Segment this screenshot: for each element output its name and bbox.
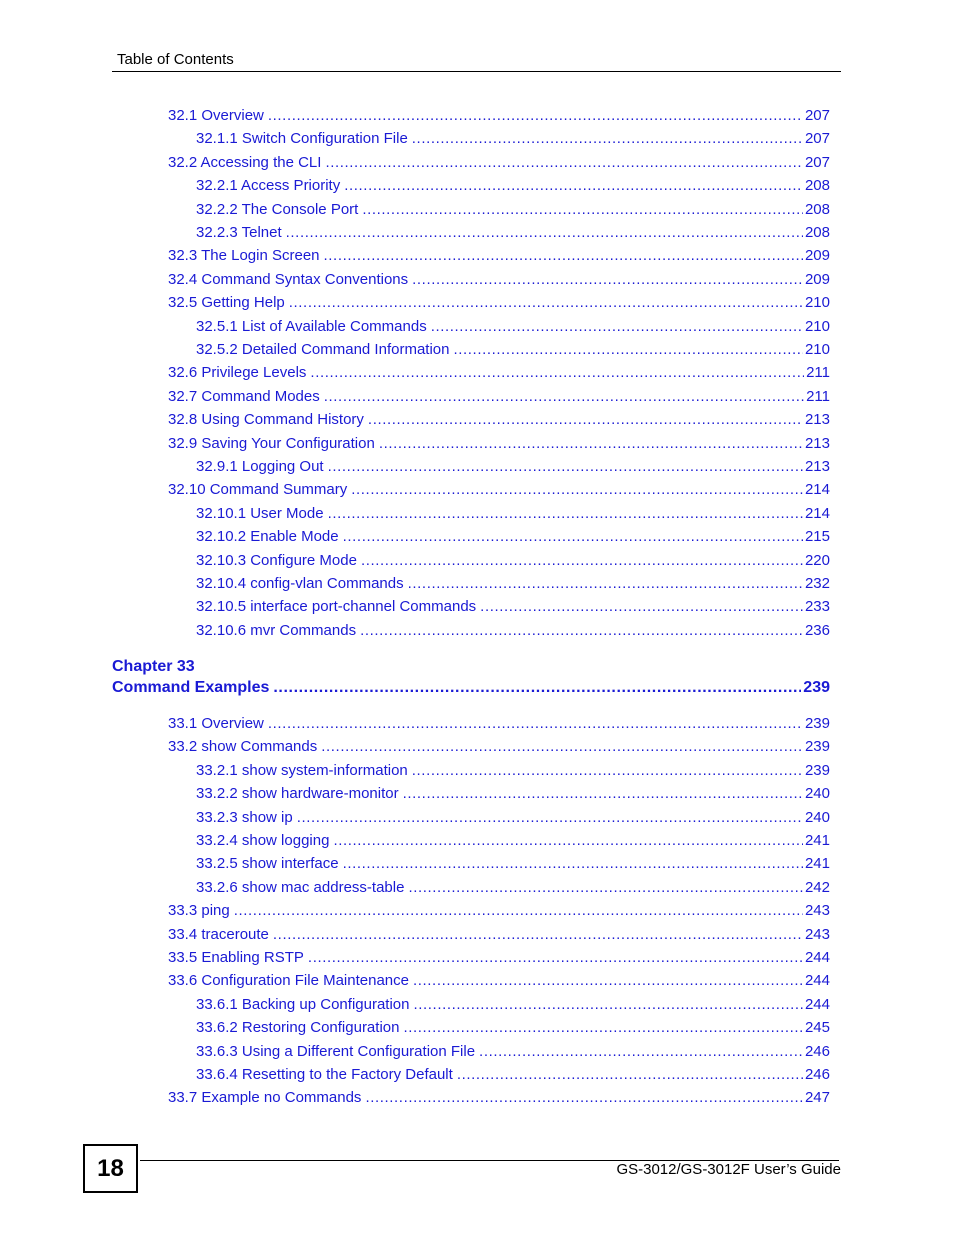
toc-entry[interactable] xyxy=(168,246,830,266)
dot-leader xyxy=(412,129,803,149)
toc-entry[interactable] xyxy=(196,1065,830,1085)
toc-entry-page-number: 211 xyxy=(806,387,830,405)
dot-leader xyxy=(273,678,801,698)
dot-leader xyxy=(328,457,803,477)
toc-entry-page-number: 243 xyxy=(804,902,830,920)
toc-entry-label: 32.9.1 Logging Out xyxy=(196,458,324,475)
toc-entry-page-number: 244 xyxy=(804,972,830,990)
dot-leader xyxy=(403,784,803,804)
toc-entry[interactable] xyxy=(196,317,830,337)
dot-leader xyxy=(310,363,804,383)
toc-entry-label: 33.6.4 Resetting to the Factory Default xyxy=(196,1066,453,1083)
toc-entry-label: 33.2 show Commands xyxy=(168,738,318,756)
toc-entry-label: 32.10.4 config-vlan Commands xyxy=(196,575,404,592)
toc-entry-page-number: 240 xyxy=(804,808,830,826)
toc-entry[interactable] xyxy=(168,293,830,313)
toc-entry[interactable] xyxy=(196,831,830,851)
toc-entry[interactable] xyxy=(168,153,830,173)
toc-entry-page-number: 246 xyxy=(804,1066,830,1083)
toc-entry-page-number: 244 xyxy=(804,949,830,966)
dot-leader xyxy=(413,971,803,991)
toc-entry-page-number: 207 xyxy=(804,153,830,171)
dot-leader xyxy=(328,504,803,524)
dot-leader xyxy=(325,153,803,173)
dot-leader xyxy=(273,925,803,945)
toc-entry-page-number: 215 xyxy=(804,528,830,546)
toc-entry-label: 32.10 Command Summary xyxy=(168,481,348,499)
toc-entry-label: 32.10.6 mvr Commands xyxy=(196,621,357,639)
toc-entry-label: 33.6.2 Restoring Configuration xyxy=(196,1019,400,1037)
toc-entry[interactable] xyxy=(168,480,830,500)
toc-entry[interactable] xyxy=(168,363,830,383)
toc-entry-page-number: 247 xyxy=(804,1089,830,1107)
toc-entry-page-number: 243 xyxy=(804,925,830,943)
dot-leader xyxy=(321,737,803,757)
dot-leader xyxy=(343,854,803,874)
toc-entry-page-number: 211 xyxy=(806,364,830,382)
toc-entry-label: 32.2.1 Access Priority xyxy=(196,177,341,195)
toc-entry-page-number: 208 xyxy=(804,200,830,218)
toc-entry-label: 32.10.1 User Mode xyxy=(196,504,324,522)
toc-entry-label: 33.4 traceroute xyxy=(168,925,269,943)
dot-leader xyxy=(408,878,803,898)
toc-entry-page-number: 207 xyxy=(804,107,830,124)
toc-entry[interactable] xyxy=(196,223,830,243)
toc-entry-page-number: 214 xyxy=(804,481,830,499)
dot-leader xyxy=(268,106,803,126)
toc-entry-page-number: 244 xyxy=(804,995,830,1013)
toc-entry-label: 33.6.1 Backing up Configuration xyxy=(196,995,410,1013)
dot-leader xyxy=(289,293,803,313)
toc-entry[interactable] xyxy=(168,1088,830,1108)
toc-entry-page-number: 239 xyxy=(804,715,830,732)
toc-entry-label: 32.5 Getting Help xyxy=(168,294,285,312)
toc-entry-page-number: 240 xyxy=(804,785,830,803)
toc-entry-page-number: 214 xyxy=(804,504,830,522)
dot-leader xyxy=(286,223,803,243)
toc-entry-page-number: 239 xyxy=(804,761,830,779)
toc-entry-label: 33.3 ping xyxy=(168,902,230,920)
toc-entry[interactable] xyxy=(196,574,830,594)
toc-entry-page-number: 210 xyxy=(804,317,830,335)
toc-entry[interactable] xyxy=(196,527,830,547)
toc-entry-page-number: 241 xyxy=(804,832,830,849)
dot-leader xyxy=(351,480,803,500)
dot-leader xyxy=(344,176,803,196)
toc-entry[interactable] xyxy=(168,410,830,430)
toc-entry-label: 33.2.1 show system-information xyxy=(196,761,408,779)
toc-entry[interactable] xyxy=(196,878,830,898)
toc-entry-label: 33.6.3 Using a Different Configuration File xyxy=(196,1042,476,1060)
toc-entry[interactable] xyxy=(168,737,830,757)
toc-entry[interactable] xyxy=(196,761,830,781)
toc-entry-page-number: 213 xyxy=(804,434,830,452)
toc-entry-page-number: 213 xyxy=(804,411,830,429)
toc-entry-label: 32.2 Accessing the CLI xyxy=(168,153,322,171)
toc-entry-page-number: 210 xyxy=(804,294,830,312)
toc-entry[interactable] xyxy=(196,551,830,571)
dot-leader xyxy=(431,317,803,337)
dot-leader xyxy=(403,1018,803,1038)
toc-entry-label: 33.6 Configuration File Maintenance xyxy=(168,972,409,990)
toc-entry[interactable] xyxy=(168,714,830,734)
toc-entry-label: 32.5.1 List of Available Commands xyxy=(196,317,427,335)
dot-leader xyxy=(234,901,803,921)
toc-entry[interactable] xyxy=(196,1018,830,1038)
toc-entry[interactable] xyxy=(196,597,830,617)
toc-entry-page-number: 208 xyxy=(804,224,830,241)
dot-leader xyxy=(457,1065,803,1085)
toc-entry-label: 33.1 Overview xyxy=(168,715,264,732)
toc-entry-page-number: 208 xyxy=(804,177,830,195)
toc-entry-label: 32.10.2 Enable Mode xyxy=(196,528,339,546)
toc-entry-label: 33.2.3 show ip xyxy=(196,808,293,826)
chapter-label: Chapter 33 xyxy=(112,658,195,675)
toc-entry[interactable] xyxy=(196,995,830,1015)
toc-entry-page-number: 220 xyxy=(804,551,830,569)
dot-leader xyxy=(308,948,803,968)
toc-entry-label: 32.8 Using Command History xyxy=(168,411,364,429)
chapter-title: Command Examples xyxy=(112,679,270,696)
toc-entry[interactable] xyxy=(196,176,830,196)
toc-entry[interactable] xyxy=(196,129,830,149)
toc-entry[interactable] xyxy=(168,270,830,290)
toc-entry-label: 32.9 Saving Your Configuration xyxy=(168,434,375,452)
toc-entry-label: 33.5 Enabling RSTP xyxy=(168,949,304,966)
chapter-page-number: 239 xyxy=(803,679,830,696)
dot-leader xyxy=(365,1088,803,1108)
toc-entry-page-number: 236 xyxy=(804,621,830,639)
toc-entry-label: 32.10.5 interface port-channel Commands xyxy=(196,598,477,616)
toc-entry[interactable] xyxy=(196,854,830,874)
toc-entry-page-number: 209 xyxy=(804,270,830,288)
guide-title: GS-3012/GS-3012F User’s Guide xyxy=(616,1161,841,1178)
toc-entry[interactable] xyxy=(196,621,830,641)
toc-entry-page-number: 242 xyxy=(804,878,830,896)
toc-entry-label: 32.4 Command Syntax Conventions xyxy=(168,270,409,288)
dot-leader xyxy=(453,340,802,360)
toc-entry[interactable] xyxy=(168,971,830,991)
toc-entry-page-number: 245 xyxy=(804,1019,830,1037)
dot-leader xyxy=(297,808,803,828)
header-title: Table of Contents xyxy=(117,51,234,68)
dot-leader xyxy=(408,574,803,594)
toc-entry-page-number: 210 xyxy=(804,341,830,358)
toc-entry-label: 33.7 Example no Commands xyxy=(168,1089,362,1107)
toc-entry-page-number: 213 xyxy=(804,458,830,475)
toc-entry-label: 32.2.3 Telnet xyxy=(196,224,282,241)
dot-leader xyxy=(379,434,803,454)
dot-leader xyxy=(479,1042,803,1062)
toc-entry-page-number: 209 xyxy=(804,247,830,265)
dot-leader xyxy=(413,995,802,1015)
toc-entry[interactable] xyxy=(168,925,830,945)
dot-leader xyxy=(333,831,803,851)
toc-entry[interactable] xyxy=(196,1042,830,1062)
toc-entry-label: 33.2.2 show hardware-monitor xyxy=(196,785,399,803)
toc-entry[interactable] xyxy=(168,434,830,454)
toc-entry[interactable] xyxy=(168,948,830,968)
toc-entry[interactable] xyxy=(196,340,830,360)
dot-leader xyxy=(324,387,804,407)
dot-leader xyxy=(324,246,803,266)
toc-entry-label: 32.1 Overview xyxy=(168,107,264,124)
toc-entry-label: 32.2.2 The Console Port xyxy=(196,200,359,218)
toc-entry[interactable] xyxy=(196,504,830,524)
toc-entry-label: 32.10.3 Configure Mode xyxy=(196,551,357,569)
toc-entry-page-number: 241 xyxy=(804,855,830,873)
dot-leader xyxy=(343,527,803,547)
toc-entry[interactable] xyxy=(168,901,830,921)
toc-entry-label: 32.7 Command Modes xyxy=(168,387,320,405)
dot-leader xyxy=(360,621,803,641)
toc-entry-label: 33.2.6 show mac address-table xyxy=(196,878,405,896)
dot-leader xyxy=(368,410,803,430)
chapter-title-link[interactable] xyxy=(112,678,830,698)
toc-entry-label: 33.2.5 show interface xyxy=(196,855,339,873)
toc-entry[interactable] xyxy=(168,106,830,126)
toc-entry[interactable] xyxy=(196,200,830,220)
toc-entry[interactable] xyxy=(196,808,830,828)
toc-entry-page-number: 239 xyxy=(804,738,830,756)
dot-leader xyxy=(268,714,803,734)
toc-entry[interactable] xyxy=(196,784,830,804)
toc-entry-label: 32.5.2 Detailed Command Information xyxy=(196,341,450,358)
dot-leader xyxy=(480,597,803,617)
dot-leader xyxy=(412,270,803,290)
dot-leader xyxy=(412,761,803,781)
page-number: 18 xyxy=(83,1144,138,1193)
dot-leader xyxy=(361,551,803,571)
header-divider xyxy=(112,71,841,72)
toc-entry-page-number: 207 xyxy=(804,130,830,148)
toc-entry[interactable] xyxy=(196,457,830,477)
toc-entry-label: 32.6 Privilege Levels xyxy=(168,364,307,382)
toc-entry-page-number: 246 xyxy=(804,1042,830,1060)
toc-entry-page-number: 232 xyxy=(804,575,830,592)
toc-entry[interactable] xyxy=(168,387,830,407)
dot-leader xyxy=(362,200,803,220)
toc-entry-label: 32.1.1 Switch Configuration File xyxy=(196,130,408,148)
toc-entry-page-number: 233 xyxy=(804,598,830,616)
toc-entry-label: 33.2.4 show logging xyxy=(196,832,330,849)
toc-entry-label: 32.3 The Login Screen xyxy=(168,247,320,265)
